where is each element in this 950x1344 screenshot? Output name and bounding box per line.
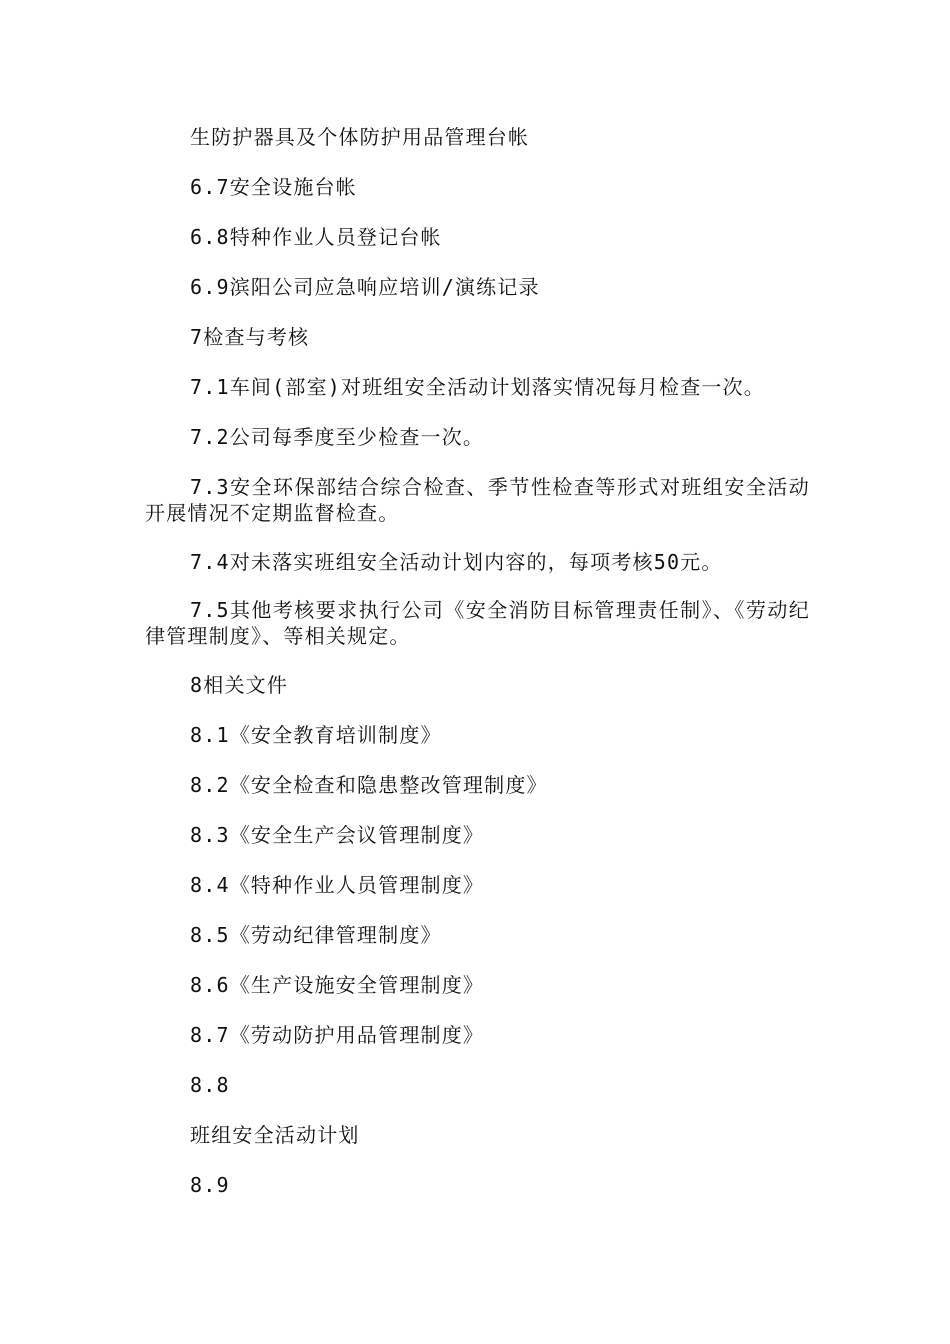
paragraph-7-2: 7.2公司每季度至少检查一次。 [190, 425, 485, 449]
paragraph-8-9: 8.9 [190, 1173, 230, 1197]
paragraph-8-7: 8.7《劳动防护用品管理制度》 [190, 1023, 485, 1047]
paragraph-8-1: 8.1《安全教育培训制度》 [190, 723, 442, 747]
paragraph-8-5: 8.5《劳动纪律管理制度》 [190, 923, 442, 947]
paragraph-team-safety-plan: 班组安全活动计划 [190, 1123, 360, 1147]
paragraph-7-5: 7.5其他考核要求执行公司《安全消防目标管理责任制》、《劳动纪律管理制度》、等相关规定。 [145, 598, 810, 648]
paragraph-8-6: 8.6《生产设施安全管理制度》 [190, 973, 485, 997]
paragraph-6-8: 6.8特种作业人员登记台帐 [190, 225, 442, 249]
paragraph-6-9: 6.9滨阳公司应急响应培训/演练记录 [190, 275, 540, 299]
paragraph-7-3: 7.3安全环保部结合综合检查、季节性检查等形式对班组安全活动开展情况不定期监督检查。 [145, 475, 810, 525]
paragraph-6-7: 6.7安全设施台帐 [190, 175, 357, 199]
section-heading-8: 8相关文件 [190, 673, 289, 697]
section-heading-7: 7检查与考核 [190, 325, 310, 349]
paragraph-7-4: 7.4对未落实班组安全活动计划内容的，每项考核50元。 [190, 550, 723, 574]
paragraph-ppe-ledger: 生防护器具及个体防护用品管理台帐 [190, 125, 530, 149]
paragraph-8-8: 8.8 [190, 1073, 230, 1097]
paragraph-8-3: 8.3《安全生产会议管理制度》 [190, 823, 485, 847]
paragraph-8-2: 8.2《安全检查和隐患整改管理制度》 [190, 773, 548, 797]
paragraph-8-4: 8.4《特种作业人员管理制度》 [190, 873, 485, 897]
paragraph-7-1: 7.1车间(部室)对班组安全活动计划落实情况每月检查一次。 [190, 375, 766, 399]
